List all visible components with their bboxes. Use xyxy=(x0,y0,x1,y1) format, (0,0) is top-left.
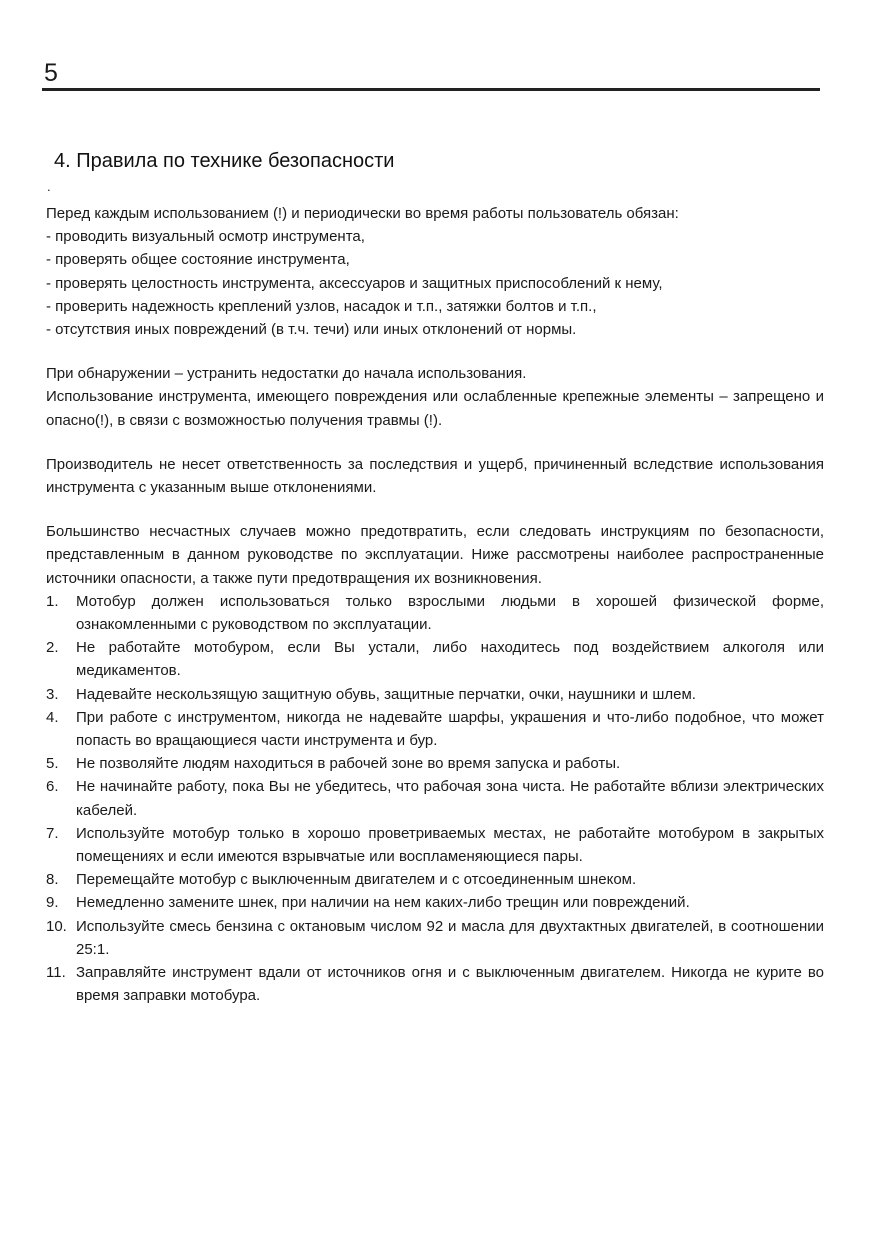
inspection-checklist xyxy=(46,225,824,341)
rule-text: Заправляйте инструмент вдали от источников огня и с выключенным двигателем. Никогда не курите во время заправки мотобура. xyxy=(76,964,824,1005)
defect-paragraph-line2: Использование инструмента, имеющего повреждения или ослабленные крепежные элементы – запрещено и опасно(!), в связи с возможностью получения травмы (!). xyxy=(46,388,824,429)
rule-number: 1. xyxy=(46,592,59,610)
safety-rule xyxy=(46,891,824,914)
safety-rule xyxy=(46,706,824,752)
rule-text: Не начинайте работу, пока Вы не убедитесь, что рабочая зона чиста. Не работайте вблизи электрических кабелей. xyxy=(76,778,824,819)
checklist-item: - проверять общее состояние инструмента, xyxy=(46,251,350,269)
safety-rule xyxy=(46,752,824,775)
spacer xyxy=(46,341,824,362)
checklist-item: - проводить визуальный осмотр инструмента, xyxy=(46,228,365,246)
rule-text: Перемещайте мотобур с выключенным двигателем и с отсоединенным шнеком. xyxy=(76,871,637,889)
safety-rule xyxy=(46,868,824,891)
rule-number: 9. xyxy=(46,894,59,912)
checklist-item: - отсутствия иных повреждений (в т.ч. течи) или иных отклонений от нормы. xyxy=(46,321,577,339)
rule-number: 8. xyxy=(46,871,59,889)
rule-number: 11. xyxy=(46,964,66,982)
safety-rule xyxy=(46,683,824,706)
defect-paragraph-line1: При обнаружении – устранить недостатки до начала использования. xyxy=(46,365,527,383)
stray-mark: . xyxy=(47,179,51,194)
rule-number: 2. xyxy=(46,639,59,657)
rule-text: Надевайте нескользящую защитную обувь, защитные перчатки, очки, наушники и шлем. xyxy=(76,685,696,703)
rule-number: 5. xyxy=(46,755,59,773)
header-divider xyxy=(42,88,820,91)
section-title: 4. Правила по технике безопасности xyxy=(54,150,395,172)
rule-text: Не позволяйте людям находиться в рабочей зоне во время запуска и работы. xyxy=(76,755,621,773)
rule-text: Используйте смесь бензина с октановым числом 92 и масла для двухтактных двигателей, в соотношении 25:1. xyxy=(76,917,824,958)
liability-paragraph: Производитель не несет ответственность за последствия и ущерб, причиненный вследствие использования инструмента с указанным выше отклонениями. xyxy=(46,455,824,497)
page-number: 5 xyxy=(44,59,58,87)
safety-rule xyxy=(46,590,824,636)
rule-text: Мотобур должен использоваться только взрослыми людьми в хорошей физической форме, ознакомленными с руководством по эксплуатации. xyxy=(76,592,824,634)
rule-number: 7. xyxy=(46,824,59,842)
rule-text: Немедленно замените шнек, при наличии на нем каких-либо трещин или повреждений. xyxy=(76,894,690,912)
safety-rule xyxy=(46,822,824,868)
checklist-item: - проверить надежность креплений узлов, насадок и т.п., затяжки болтов и т.п., xyxy=(46,297,597,315)
checklist-item: - проверять целостность инструмента, аксессуаров и защитных приспособлений к нему, xyxy=(46,274,663,292)
rule-number: 3. xyxy=(46,685,59,703)
rule-text: Используйте мотобур только в хорошо проветриваемых местах, не работайте мотобуром в закрытых помещениях и если имеются взрывчатые или воспламеняющиеся пары. xyxy=(76,824,824,866)
safety-rule xyxy=(46,915,824,961)
accident-prevention-paragraph: Большинство несчастных случаев можно предотвратить, если следовать инструкциям по безопасности, представленным в данном руководстве по эксплуатации. Ниже рассмотрены наиболее распространенные источники опасности, а также пути предотвращения их возникновения. xyxy=(46,523,824,587)
spacer xyxy=(46,432,824,453)
rule-text: При работе с инструментом, никогда не надевайте шарфы, украшения и что-либо подобное, что может попасть во вращающиеся части инструмента и бур. xyxy=(76,708,824,750)
document-body xyxy=(46,202,824,1008)
safety-rule xyxy=(46,961,824,1007)
spacer xyxy=(46,499,824,520)
intro-lead: Перед каждым использованием (!) и периодически во время работы пользователь обязан: xyxy=(46,205,679,222)
rule-text: Не работайте мотобуром, если Вы устали, либо находитесь под воздействием алкоголя или медикаментов. xyxy=(76,639,824,680)
safety-rule xyxy=(46,636,824,682)
safety-rules-list xyxy=(46,590,824,1008)
rule-number: 10. xyxy=(46,917,67,935)
safety-rule xyxy=(46,775,824,821)
rule-number: 6. xyxy=(46,778,59,796)
rule-number: 4. xyxy=(46,708,59,726)
